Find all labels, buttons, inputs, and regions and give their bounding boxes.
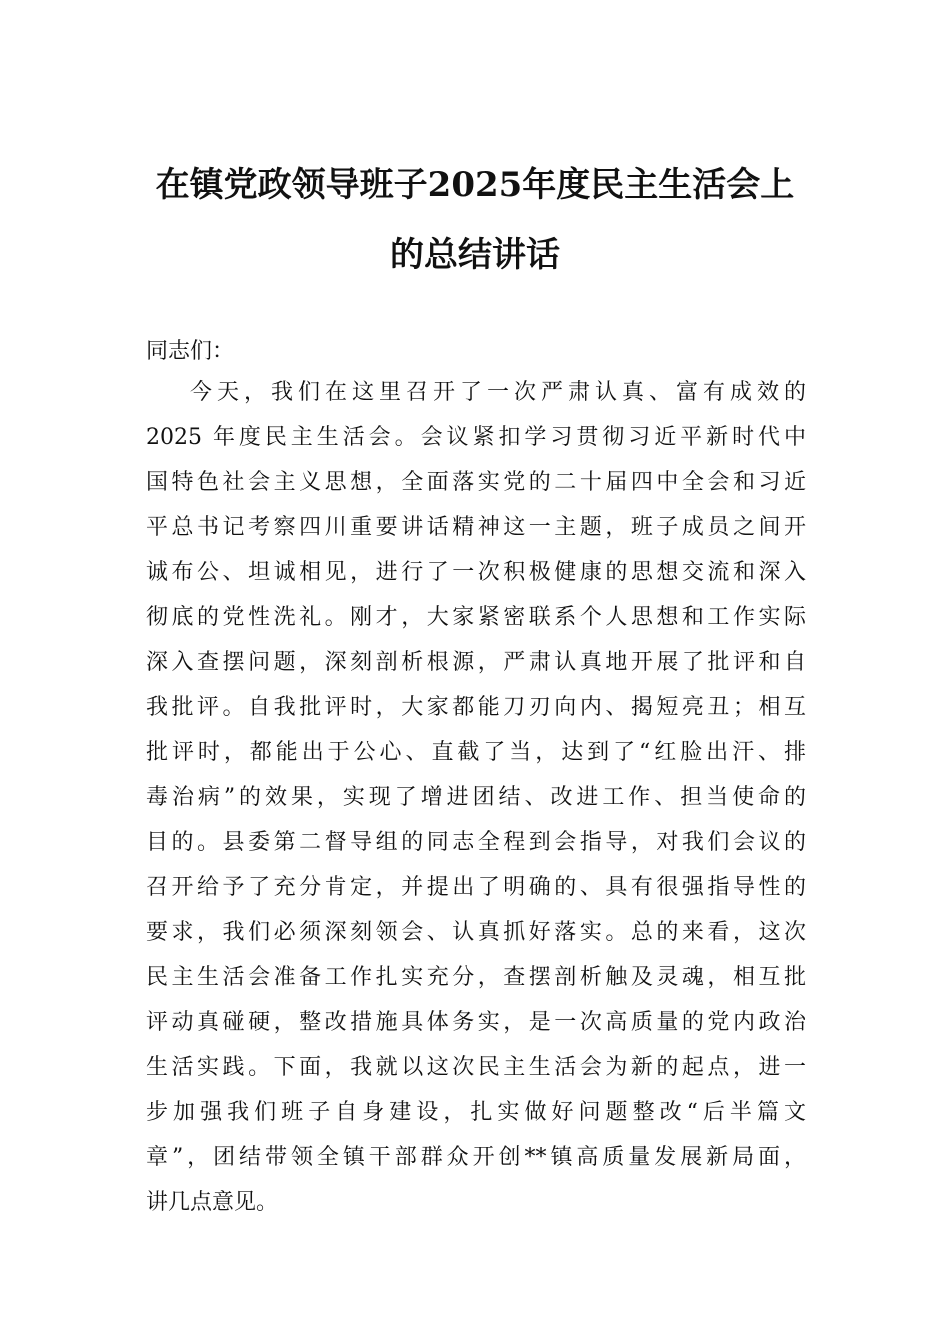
paragraph-line: 2025 年度民主生活会。会议紧扣学习贯彻习近平新时代中 (146, 425, 806, 450)
paragraph-line: 诚布公、坦诚相见，进行了一次积极健康的思想交流和深入 (146, 560, 806, 585)
paragraph-line: 讲几点意见。 (146, 1190, 279, 1215)
paragraph-line: 我批评。自我批评时，大家都能刀刃向内、揭短亮丑；相互 (146, 695, 806, 720)
paragraph-line: 批评时，都能出于公心、直截了当，达到了“红脸出汗、排 (146, 740, 806, 765)
paragraph-line: 目的。县委第二督导组的同志全程到会指导，对我们会议的 (146, 830, 806, 855)
document-title-line-1: 在镇党政领导班子2025年度民主生活会上 (155, 165, 795, 205)
document-title-line-2: 的总结讲话 (390, 235, 560, 275)
paragraph-line: 要求，我们必须深刻领会、认真抓好落实。总的来看，这次 (146, 920, 806, 945)
paragraph-line: 毒治病”的效果，实现了增进团结、改进工作、担当使命的 (146, 785, 806, 810)
paragraph-line: 平总书记考察四川重要讲话精神这一主题，班子成员之间开 (146, 515, 806, 540)
paragraph-line: 生活实践。下面，我就以这次民主生活会为新的起点，进一 (146, 1055, 806, 1080)
paragraph-line: 今天，我们在这里召开了一次严肃认真、富有成效的 (190, 380, 806, 405)
paragraph-line: 彻底的党性洗礼。刚才，大家紧密联系个人思想和工作实际 (146, 605, 806, 630)
paragraph-line: 国特色社会主义思想，全面落实党的二十届四中全会和习近 (146, 470, 806, 495)
paragraph-line: 民主生活会准备工作扎实充分，查摆剖析触及灵魂，相互批 (146, 965, 806, 990)
paragraph-line: 召开给予了充分肯定，并提出了明确的、具有很强指导性的 (146, 875, 806, 900)
paragraph-line: 章”，团结带领全镇干部群众开创**镇高质量发展新局面， (146, 1145, 806, 1170)
paragraph-line: 步加强我们班子自身建设，扎实做好问题整改“后半篇文 (146, 1100, 806, 1125)
greeting: 同志们： (146, 339, 235, 364)
paragraph-line: 评动真碰硬，整改措施具体务实，是一次高质量的党内政治 (146, 1010, 806, 1035)
paragraph-line: 深入查摆问题，深刻剖析根源，严肃认真地开展了批评和自 (146, 650, 806, 675)
body-paragraph (146, 377, 806, 1232)
